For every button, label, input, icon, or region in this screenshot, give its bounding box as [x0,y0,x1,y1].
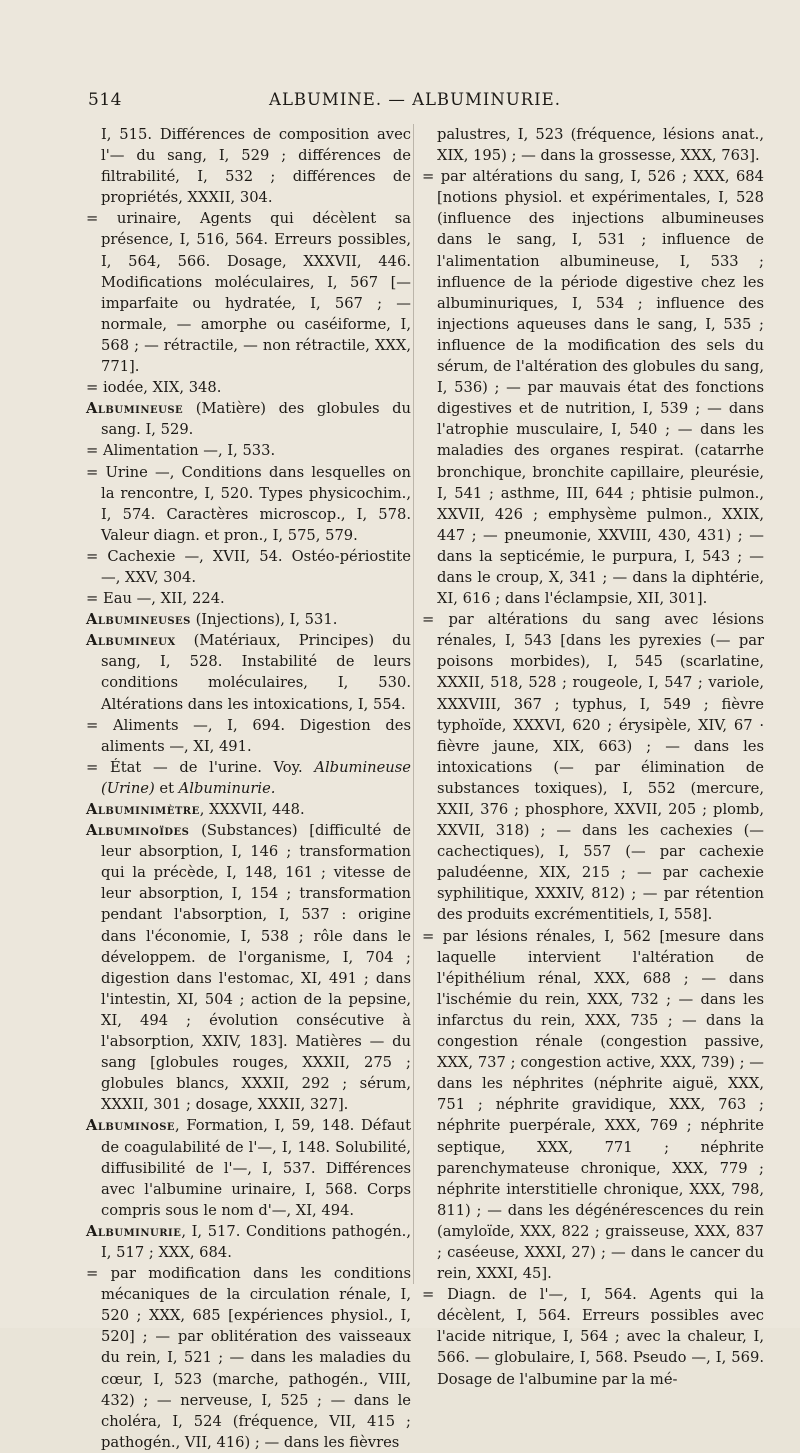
index-entry-text: = Alimentation —, I, 533. [86,442,276,460]
column-divider [413,124,414,1284]
index-entry-text: (Matériaux, Principes) du sang, I, 528. Instabilité de leurs conditions moléculaires, I, 530. Altérations dans les intoxications, I, 554. [101,632,411,713]
index-entry-text: , XXXVII, 448. [199,801,305,818]
index-headword: Albumineuse [86,400,184,418]
index-entry [86,124,411,208]
index-entry [86,1115,411,1220]
index-entry [86,377,411,398]
index-entry [86,462,411,546]
index-entry-text: = par modification dans les conditions mécaniques de la circulation rénale, I, 520 ; XXX, 685 [expériences physiol., I, 520] ; — par oblitération des vaisseaux du rein, I, 521 ; — dans les maladies du cœur, I, 523 (marche, pathogén., VIII, 432) ; — nerveuse, I, 525 ; — dans le choléra, I, 524 (fréquence, VII, 415 ; pathogén., VII, 416) ; — dans les fièvres [86,1265,411,1451]
index-entry [86,588,411,609]
index-entry [422,1284,764,1389]
index-headword: Albuminose [86,1117,176,1135]
index-entry [86,715,411,757]
index-entry-text: = par altérations du sang avec lésions rénales, I, 543 [dans les pyrexies (— par poisons morbides), I, 545 (scarlatine, XXXII, 518, 528 ; rougeole, I, 547 ; variole, XXXVIII, 367 ; typhus, I, 549 ; fièvre typhoïde, XXXVI, 620 ; érysipèle, XIV, 67 · fièvre jaune, XIX, 663) ; — dans les intoxications (— par élimination de substances toxiques), I, 552 (mercure, XXII, 376 ; phosphore, XXVII, 205 ; plomb, XXVII, 318) ; — dans les cachexies (— cachectiques), I, 557 (— par cachexie paludéenne, XIX, 215 ; — par cachexie syphilitique, XXXIV, 812) ; — par rétention des produits excrémentitiels, I, 558]. [422,611,764,924]
index-entry [422,166,764,609]
index-entry-text: = Eau —, XII, 224. [86,590,225,608]
running-title: ALBUMINE. — ALBUMINURIE. [269,90,561,109]
cross-reference: Albumineuse (Urine) [101,758,411,797]
index-entry [86,208,411,377]
index-entry [86,1263,411,1453]
index-headword: Albumineuses [86,611,191,629]
page-header [0,90,800,114]
index-entry-text: = par altérations du sang, I, 526 ; XXX, 684 [notions physiol. et expérimentales, I, 528 (influence des injections albumineuses dans le sang, I, 531 ; influence de l'alimentation albumineuse, I, 533 ; influence de la période digestive chez les albuminuriques, I, 534 ; influence des injections aqueuses dans le sang, I, 535 ; influence de la modification des sels du sérum, de l'altération des globules du sang, I, 536) ; — par mauvais état des fonctions digestives et de nutrition, I, 539 ; — dans l'atrophie musculaire, I, 540 ; — dans les maladies des organes respirat. (catarrhe bronchique, bronchite capillaire, pleurésie, I, 541 ; asthme, III, 644 ; phtisie pulmon., XXVII, 426 ; emphysème pulmon., XXIX, 447 ; — pneumonie, XXVIII, 430, 431) ; — dans la septicémie, le purpura, I, 543 ; — dans le croup, X, 341 ; — dans la diphtérie, XI, 616 ; dans l'éclampsie, XII, 301]. [422,168,764,608]
page-number: 514 [88,90,122,110]
index-entry-text: = Aliments —, I, 694. Digestion des aliments —, XI, 491. [86,716,411,755]
index-entry-text: , I, 517. Conditions pathogén., I, 517 ; XXX, 684. [101,1222,411,1261]
index-entry-text: palustres, I, 523 (fréquence, lésions anat., XIX, 195) ; — dans la grossesse, XXX, 763]. [437,126,764,165]
index-entry-text: = iodée, XIX, 348. [86,379,222,397]
right-column [422,124,764,1390]
index-entry [422,609,764,925]
index-entry-text: = Urine —, Conditions dans lesquelles on la rencontre, I, 520. Types physicochim., I, 574. Caractères microscop., I, 578. Valeur diagn. et pron., I, 575, 579. [86,463,411,544]
index-headword: Albuminoïdes [86,822,190,840]
index-entry [86,820,411,1115]
index-entry-text: = Diagn. de l'—, I, 564. Agents qui la décèlent, I, 564. Erreurs possibles avec l'acide nitrique, I, 564 ; avec la chaleur, I, 566. — globulaire, I, 568. Pseudo —, I, 569. Dosage de l'albumine par la mé- [422,1286,764,1388]
index-entry [86,1221,411,1263]
index-entry [86,757,411,799]
index-entry [86,799,411,820]
index-entry [86,440,411,461]
index-entry [422,926,764,1285]
index-entry-text: et [154,779,179,797]
left-column [86,124,411,1453]
index-entry [422,124,764,166]
index-entry [86,546,411,588]
index-entry-text: = par lésions rénales, I, 562 [mesure dans laquelle intervient l'altération de l'épithélium rénal, XXX, 688 ; — dans l'ischémie du rein, XXX, 732 ; — dans les infarctus du rein, XXX, 735 ; — dans la congestion rénale (congestion passive, XXX, 737 ; congestion active, XXX, 739) ; — dans les néphrites (néphrite aiguë, XXX, 751 ; néphrite gravidique, XXX, 763 ; néphrite puerpérale, XXX, 769 ; néphrite septique, XXX, 771 ; néphrite parenchymateuse chronique, XXX, 779 ; néphrite interstitielle chronique, XXX, 798, 811) ; — dans les dégénérescences du rein (amyloïde, XXX, 822 ; graisseuse, XXX, 837 ; caséeuse, XXXI, 27) ; — dans le cancer du rein, XXXI, 45]. [422,927,764,1283]
index-entry-text: , Formation, I, 59, 148. Défaut de coagulabilité de l'—, I, 148. Solubilité, diffusibilité de l'—, I, 537. Différences avec l'albumine urinaire, I, 568. Corps compris sous le nom d'—, XI, 494. [101,1117,411,1219]
index-entry-text: = urinaire, Agents qui décèlent sa présence, I, 516, 564. Erreurs possibles, I, 564, 566. Dosage, XXXVII, 446. Modifications moléculaires, I, 567 [— imparfaite ou hydratée, I, 567 ; — normale, — amorphe ou caséiforme, I, 568 ; — rétractile, — non rétractile, XXX, 771]. [86,210,411,376]
cross-reference: Albuminurie. [178,779,276,797]
index-entry-text: = Cachexie —, XVII, 54. Ostéo-périostite —, XXV, 304. [86,547,411,586]
index-entry-text: (Substances) [difficulté de leur absorption, I, 146 ; transformation qui la précède, I, 148, 161 ; vitesse de leur absorption, I, 154 ; transformation pendant l'absorption, I, 537 : origine dans l'économie, I, 538 ; rôle dans le développem. de l'organisme, I, 704 ; digestion dans l'estomac, XI, 491 ; dans l'intestin, XI, 504 ; action de la pepsine, XI, 494 ; évolution consécutive à l'absorption, XXIV, 183]. Matières — du sang [globules rouges, XXXII, 275 ; globules blancs, XXXII, 292 ; sérum, XXXII, 301 ; dosage, XXXII, 327]. [101,822,411,1114]
index-entry [86,630,411,714]
index-entry [86,398,411,440]
index-entry [86,609,411,630]
index-headword: Albuminurie [86,1222,182,1240]
index-entry-text: I, 515. Différences de composition avec l'— du sang, I, 529 ; différences de filtrabilité, I, 532 ; différences de propriétés, XXXII, 304. [101,126,411,207]
index-headword: Albumineux [86,632,176,650]
index-entry-text: = État — de l'urine. Voy. [86,758,315,776]
index-entry-text: (Matière) des globules du sang. I, 529. [101,400,411,439]
index-headword: Albuminimètre [86,801,200,818]
index-entry-text: (Injections), I, 531. [190,611,338,629]
